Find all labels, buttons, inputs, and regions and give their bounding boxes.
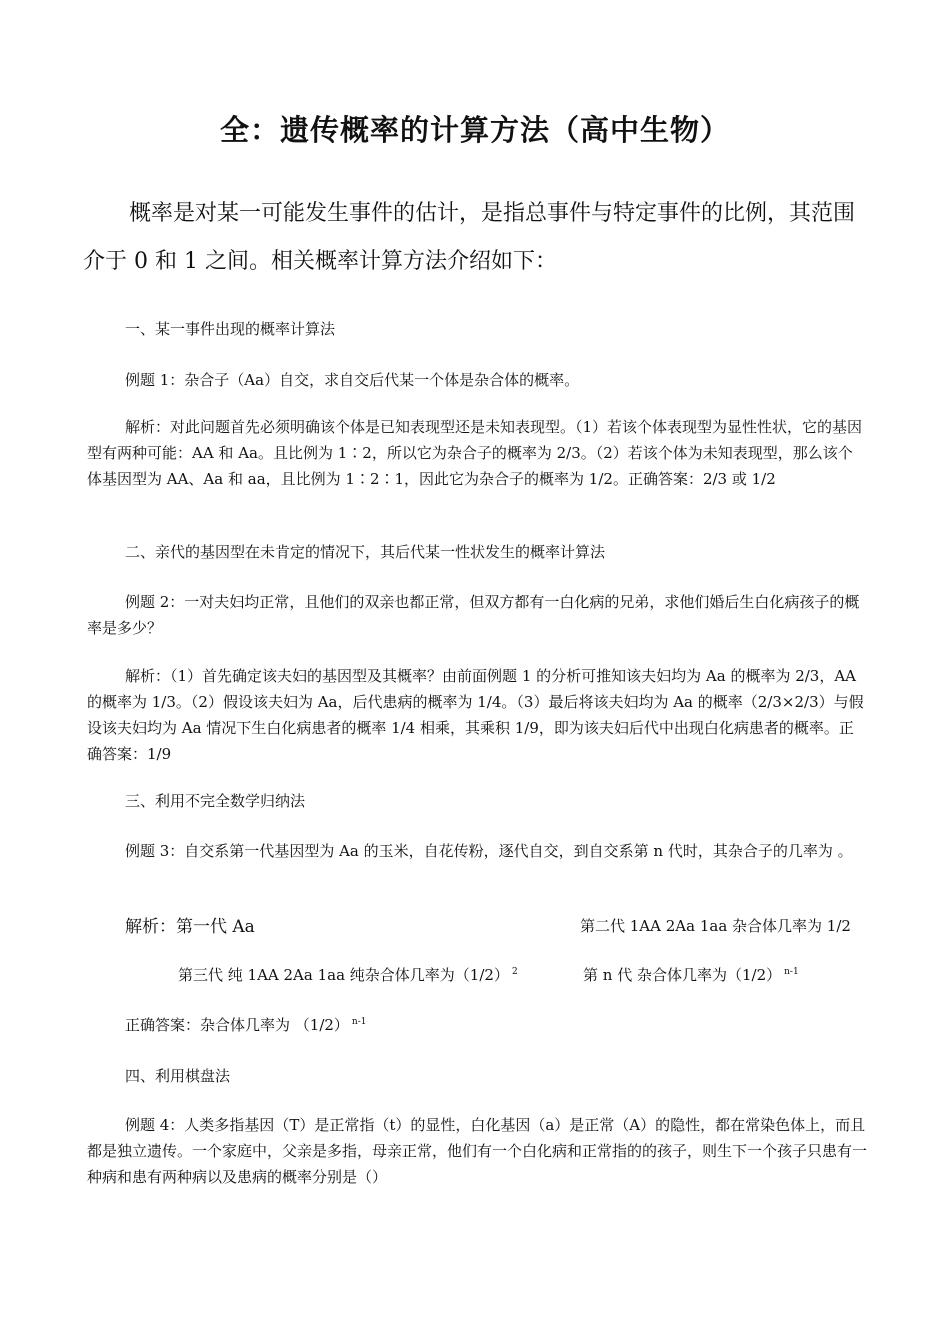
analysis-3-genn [583,964,799,985]
answer-3-text: 正确答案：杂合体几率为 （1/2） [125,1016,349,1034]
section-3-heading: 三、利用不完全数学归纳法 [125,792,306,810]
example-4: 例题 4：人类多指基因（T）是正常指（t）的显性，白化基因（a）是正常（A）的隐性，都在常染色体上，而且都是独立遗传。一个家庭中，父亲是多指，母亲正常，他们有一个白化病和正常指的的孩子，则生下一个孩子只患有一种病和患有两种病以及患病的概率分别是（） [87,1116,868,1186]
section-1-heading: 一、某一事件出现的概率计算法 [125,320,336,338]
analysis-3-gen2: 第二代 1AA 2Aa 1aa 杂合体几率为 1/2 [580,917,851,935]
example-2: 例题 2：一对夫妇均正常，且他们的双亲也都正常，但双方都有一白化病的兄弟，求他们婚后生白化病孩子的概率是多少？ [87,593,860,637]
page-title: 全：遗传概率的计算方法（高中生物） [219,113,730,147]
section-2-heading: 二、亲代的基因型在未肯定的情况下，其后代某一性状发生的概率计算法 [125,543,606,561]
analysis-2: 解析：（1）首先确定该夫妇的基因型及其概率？由前面例题 1 的分析可推知该夫妇均为 Aa 的概率为 2/3，AA 的概率为 1/3。（2）假设该夫妇为 Aa，后代患病的概率为 1/4。（3）最后将该夫妇均为 Aa 的概率（2/3×2/3）与假设该夫妇均为 Aa 情况下生白化病患者的概率 1/4 相乘，其乘积 1/9，即为该夫妇后代中出现白化病患者的概率。正确答案：1/9 [87,667,864,763]
example-3: 例题 3：自交系第一代基因型为 Aa 的玉米，自花传粉，逐代自交，到自交系第 n 代时，其杂合子的几率为 。 [125,842,853,860]
analysis-3-gen3 [178,964,518,985]
gen3-exponent: 2 [511,967,518,977]
genn-text: 第 n 代 杂合体几率为（1/2） [583,966,782,984]
gen3-text: 第三代 纯 1AA 2Aa 1aa 纯杂合体几率为（1/2） [178,966,509,984]
genn-exponent: n-1 [784,967,799,977]
answer-3-exponent: n-1 [351,1017,367,1027]
intro-paragraph: 概率是对某一可能发生事件的估计，是指总事件与特定事件的比例，其范围介于 0 和 1 之间。相关概率计算方法介绍如下： [83,201,856,274]
example-1: 例题 1：杂合子（Aa）自交，求自交后代某一个体是杂合体的概率。 [125,371,580,389]
analysis-1: 解析：对此问题首先必须明确该个体是已知表现型还是未知表现型。（1）若该个体表现型为显性性状，它的基因型有两种可能：AA 和 Aa。且比例为 1∶2，所以它为杂合子的概率为 2/3。（2）若该个体为未知表现型，那么该个体基因型为 AA、Aa 和 aa，且比例为 1∶2∶1，因此它为杂合子的概率为 1/2。正确答案：2/3 或 1/2 [87,418,863,488]
analysis-3-gen1: 解析：第一代 Aa [125,917,255,937]
section-4-heading: 四、利用棋盘法 [125,1067,231,1085]
answer-3 [125,1014,367,1035]
